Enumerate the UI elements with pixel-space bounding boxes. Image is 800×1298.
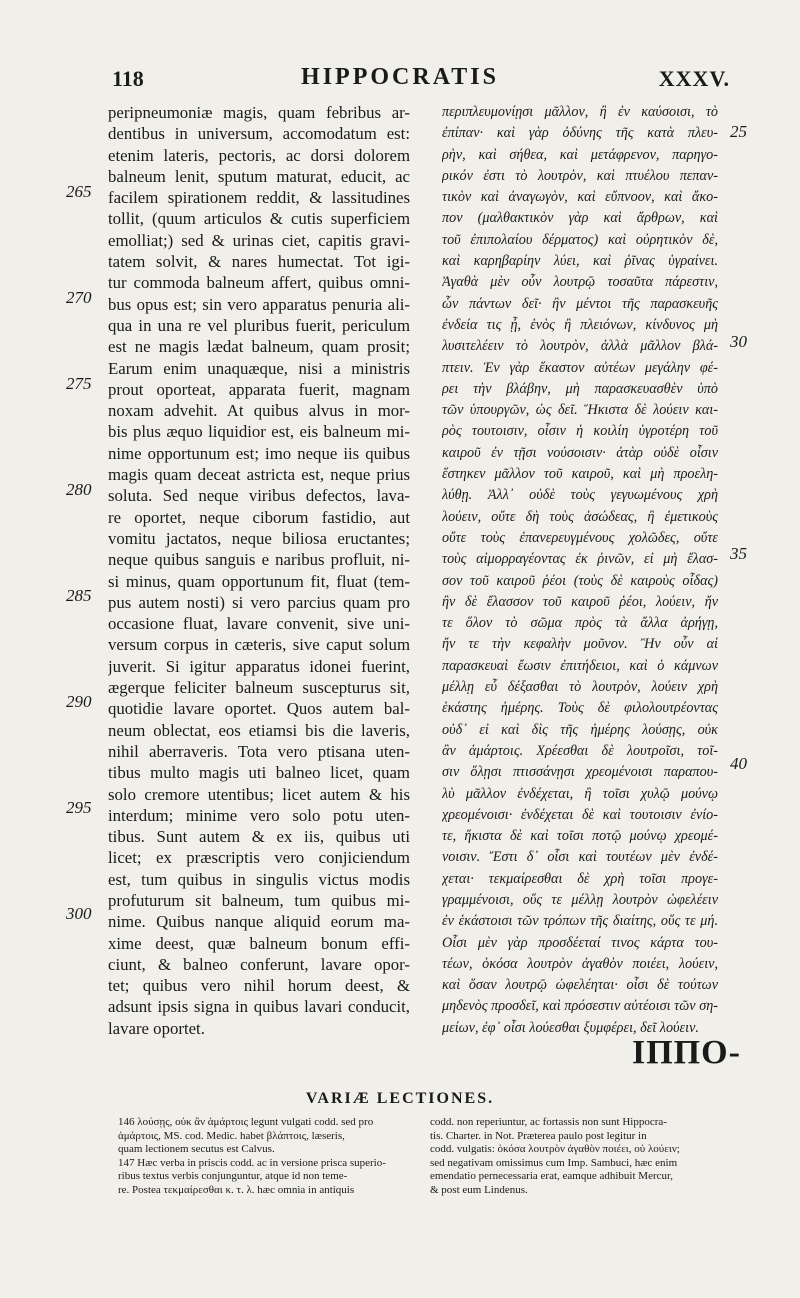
- latin-text-line: tibus. Sunt autem & ex iis, quibus uti: [108, 827, 410, 847]
- line-number: 280: [66, 480, 92, 499]
- line-number: 270: [66, 288, 92, 307]
- page-number: 118: [112, 66, 144, 91]
- greek-text-line: ρὸς τουτοισιν, οἷσιν ἡ κοιλίη ὑγροτέρη τοῦ: [442, 423, 718, 440]
- greek-text-line: ρικόν ἐστι τὸ λουτρὸν, καὶ πτυέλου πεπαν-: [442, 167, 718, 184]
- greek-text-line: μέλλῃ εὖ δέξασθαι τὸ λουτρὸν, λούειν χρὴ: [442, 679, 718, 696]
- greek-text-line: τοὺς αἱμορραγέοντας ἐκ ῥινῶν, εἰ μὴ ἔλασ-: [442, 551, 718, 568]
- greek-text-line: τῶν ὑπουργῶν, ὡς δεῖ. Ἥκιστα δὲ λούειν και-: [442, 402, 718, 419]
- greek-text-line: πτειν. Ἐν γὰρ ἕκαστον αὐτέων μεγάλην φέ-: [442, 359, 718, 376]
- latin-text-line: balneum lenit, sputum maturat, educit, ac: [108, 166, 410, 186]
- greek-text-line: μηδενὸς προσδεῖ, καὶ πρόσεστιν αὐτέοισι τῶν ση-: [442, 998, 718, 1015]
- latin-text-line: neque quibus sanguis e naribus profluit, ni-: [108, 550, 410, 570]
- greek-text-line: πον (μαλθακτικὸν γὰρ καὶ ἄρθρων, καὶ: [442, 210, 718, 227]
- latin-text-line: emolliat;) sed & urinas ciet, capitis gravi-: [108, 230, 410, 250]
- latin-text-line: interdum; minime vero solo potu uten-: [108, 805, 410, 825]
- latin-text-line: lavare oportet.: [108, 1018, 205, 1038]
- latin-text-line: magis quam deceat astricta est, neque prius: [108, 465, 410, 485]
- greek-text-line: ἐν ἑκάστοισι τῶν τρόπων τῆς διαίτης, οὕς τε μή.: [442, 913, 718, 930]
- greek-text-line: περιπλευμονίῃσι μᾶλλον, ἢ ἐν καύσοισι, τὸ: [442, 104, 718, 120]
- greek-text-line: νοισιν. Ἔστι δ᾽ οἷσι καὶ τουτέων μὲν ἐνδέ-: [442, 849, 718, 866]
- variant-note-line: re. Postea τεκμαίρεσθαι κ. τ. λ. hæc omnia in antiquis: [118, 1183, 355, 1196]
- greek-text-line: ρὴν, καὶ σήθεα, καὶ μετάφρενον, παρηγο-: [442, 146, 718, 163]
- latin-text-line: tibus multo magis uti balneo licet, quam: [108, 763, 410, 783]
- latin-text-line: tet; quibus vero nihil horum deest, &: [108, 976, 410, 996]
- variant-note-line: emendatio pernecessaria erat, eamque adhibuit Mercur,: [430, 1170, 673, 1182]
- latin-text-line: tur commoda balneum affert, quibus omni-: [108, 273, 410, 293]
- page-header: [0, 66, 800, 96]
- line-number: 25: [730, 122, 747, 141]
- line-number: 275: [66, 374, 92, 393]
- variant-note-line: 147 Hæc verba in priscis codd. ac in versione prisca superio-: [118, 1156, 386, 1169]
- variant-note-line: quam lectionem secutus est Calvus.: [118, 1143, 275, 1155]
- greek-text-line: ὧν πάντων δεῖ· ἢν μέντοι τῆς παρασκευῆς: [442, 295, 718, 312]
- latin-text-line: peripneumoniæ magis, quam febribus ar-: [108, 103, 410, 122]
- line-number: 265: [66, 182, 92, 201]
- latin-text-line: dentibus in universum, accomodatum est:: [108, 124, 410, 144]
- variant-note-line: codd. non reperiuntur, ac fortassis non sunt Hippocra-: [430, 1116, 667, 1128]
- line-number: 300: [66, 904, 92, 923]
- greek-text-line: Οἷσι μὲν γὰρ προσδέεταί τινος κάρτα του-: [442, 934, 718, 951]
- latin-text-line: noxam advehit. At quibus alvus in mor-: [108, 401, 410, 421]
- greek-text-line: ἢν δὲ ἔλασσον τοῦ καιροῦ ῥέοι, λούειν, ἤν: [442, 593, 718, 610]
- notes-left-column: [118, 1116, 420, 1197]
- greek-text-line: καὶ ὅσαν λουτρῷ ὠφελέηται· οἷσι δὲ τούτων: [442, 977, 718, 994]
- greek-text-line: παρασκευαὶ ἔωσιν ἐπιτήδειοι, καὶ ὁ κάμνων: [442, 657, 718, 674]
- latin-text-line: est ne magis lædat balneum, quam prosit;: [108, 337, 410, 357]
- line-number: 35: [730, 544, 747, 563]
- latin-text-line: licet; ex præscriptis vero conjiciendum: [108, 848, 410, 868]
- latin-text-line: nime. Quibus nanque aliquid eorum ma-: [108, 912, 410, 932]
- latin-text-line: quotidie lavare oportet. Quos autem bal-: [108, 699, 410, 719]
- latin-text-line: vomitu jactatos, neque biliosa eructantes;: [108, 528, 410, 548]
- greek-text-line: λὺ μᾶλλον ἐνδέχεται, ἢ τοῖσι χυλῷ μούνῳ: [442, 785, 718, 802]
- greek-text-line: ἐνδεία τις ᾖ, ἑνὸς ἢ πλειόνων, κίνδυνος μὴ: [442, 316, 718, 333]
- greek-text-line: τε, ἥκιστα δὲ καὶ τοῖσι ποτῷ μούνῳ χρεομέ-: [442, 828, 718, 845]
- line-number: 295: [66, 798, 92, 817]
- latin-text-line: solo cremore utentibus; licet autem & his: [108, 784, 410, 804]
- latin-text-line: ægerque feliciter balneum suscepturus sit,: [108, 678, 410, 698]
- greek-text-line: λούειν, οὔτε δὴ τοὺς ἀσώδεας, ἢ ἐμετικοὺς: [442, 508, 718, 525]
- greek-text-line: ἤν τε τὴν κεφαλὴν μοῦνον. Ἢν οὖν αἱ: [442, 636, 718, 653]
- latin-text-line: soluta. Sed neque viribus defectos, lava-: [108, 486, 410, 506]
- greek-text-line: ἐπίπαν· καὶ γὰρ ὀδύνης τῆς κατὰ πλευ-: [442, 125, 718, 142]
- latin-text-line: tollit, (quum articulos & cutis superficiem: [108, 209, 410, 229]
- variant-note-line: tis. Charter. in Not. Præterea paulo post legitur in: [430, 1129, 647, 1142]
- latin-text-line: ciunt, & balneo conferunt, lavare opor-: [108, 954, 410, 974]
- greek-text-column: [442, 102, 718, 1039]
- latin-text-line: pus autem nosti) si vero parcius quam pro: [108, 592, 410, 612]
- variant-note-line: 146 λούσῃς, οὐκ ἂν ἁμάρτοις legunt vulgati codd. sed pro: [118, 1116, 374, 1128]
- greek-text-line: ἂν ἁμάρτοις. Χρέεσθαι δὲ λουτροῖσι, τοῖ-: [442, 742, 718, 759]
- latin-text-line: tatem solvit, & nares humectat. Tot igi-: [108, 252, 410, 272]
- latin-text-line: juverit. Si igitur apparatus idonei fuerint,: [108, 656, 410, 676]
- variant-note-line: ribus textus verbis conjunguntur, atque id non teme-: [118, 1170, 348, 1182]
- latin-text-line: bis plus æquo liquidior est, eis balneum mi-: [108, 422, 410, 442]
- line-number: 285: [66, 586, 92, 605]
- greek-text-line: σιν ὅλῃσι πτισσάνῃσι χρεομένοισι παραπου-: [442, 764, 718, 781]
- greek-text-line: λύθῃ. Ἀλλ᾽ οὐδὲ τοὺς γεγυωμένους χρὴ: [442, 487, 718, 504]
- greek-text-line: σον τοῦ καιροῦ ῥέοι (τοὺς δὲ καιροὺς οἶδας): [442, 572, 718, 589]
- latin-text-line: re oportet, neque ciborum fastidio, aut: [108, 507, 410, 527]
- line-number: 290: [66, 692, 92, 711]
- running-title: HIPPOCRATIS: [301, 64, 499, 90]
- greek-text-line: οὔτε τοὺς ἐπανερευγμένους χολῶδες, οὔτε: [442, 529, 718, 546]
- variant-note-line: codd. vulgatis: ὁκόσα λουτρὸν ἀγαθὸν ποιέει, οὐ λούειν;: [430, 1143, 680, 1155]
- catchword: ΙΠΠΟ-: [632, 1034, 741, 1071]
- latin-text-line: prout oporteat, apparata fuerit, magnam: [108, 379, 410, 399]
- latin-text-line: occasione fluat, lavare convenit, sive uni-: [108, 614, 410, 634]
- latin-text-line: xime deest, quæ balneum bonum effi-: [108, 933, 410, 953]
- section-number: XXXV.: [658, 66, 730, 91]
- latin-text-line: adsunt ipsis signa in quibus lavari conducit,: [108, 997, 410, 1017]
- latin-text-line: si minus, quam opportunum fit, fluat (tem-: [108, 571, 410, 591]
- latin-text-line: est, tum quibus in singulis victus modis: [108, 869, 410, 889]
- greek-text-line: τέων, ὁκόσα λουτρὸν ἀγαθὸν ποιέει, λούειν,: [442, 955, 718, 972]
- greek-text-line: γραμμένοισι, οὕς τε μέλλῃ λουτρὸν ὠφελέειν: [442, 891, 718, 908]
- latin-text-column: [108, 102, 410, 1039]
- greek-text-line: χεται· τεκμαίρεσθαι δὲ χρὴ τοῖσι προγε-: [442, 870, 718, 887]
- greek-text-line: καιροῦ ἐν τῇσι νούσοισιν· ἀτὰρ οὐδὲ οἷσιν: [442, 444, 718, 461]
- variant-note-line: ἁμάρτοις, MS. cod. Medic. habet βλάπτοις, læseris,: [118, 1129, 345, 1142]
- greek-text-line: ἑκάστης ἡμέρης. Τοὺς δὲ φιλολουτρέοντας: [442, 700, 718, 717]
- greek-text-line: τικὸν καὶ ἀναγωγὸν, καὶ εὔπνοον, καὶ ἄκο-: [442, 189, 718, 206]
- variant-note-line: sed negativam omissimus cum Imp. Sambuci, hæc enim: [430, 1156, 678, 1169]
- greek-text-line: οὐδ᾽ εἰ καὶ δὶς τῆς ἡμέρης λούσῃς, οὐκ: [442, 721, 718, 738]
- latin-text-line: facilem spirationem reddit, & lassitudines: [108, 188, 410, 208]
- latin-text-line: Earum enim unaquæque, nisi a ministris: [108, 358, 410, 378]
- latin-text-line: nime opportunum est; imo neque iis quibus: [108, 443, 410, 463]
- variant-note-line: & post eum Lindenus.: [430, 1183, 528, 1196]
- latin-text-line: nihil aberraveris. Tota vero ptisana uten-: [108, 741, 410, 761]
- line-number: 30: [730, 332, 747, 351]
- latin-text-line: bus opus est; sin vero apparatus penuria ali-: [108, 294, 410, 314]
- greek-text-line: ἕστηκεν μᾶλλον τοῦ καιροῦ, καὶ μὴ προελη-: [442, 466, 718, 483]
- notes-title: VARIÆ LECTIONES.: [305, 1090, 495, 1107]
- greek-text-line: λυσιτελέειν τὸ λουτρὸν, ἀλλὰ μᾶλλον βλά-: [442, 338, 718, 355]
- line-number: 40: [730, 754, 747, 773]
- greek-text-line: τοῦ ἐπιπολαίου δέρματος) καὶ οὐρητικὸν δὲ,: [442, 231, 718, 248]
- latin-text-line: etenim lateris, pectoris, ac dorsi dolorem: [108, 145, 410, 165]
- greek-text-line: χρεομένοισι· ἐνδέχεται δὲ καὶ τουτοισιν ἐνίο-: [442, 806, 718, 823]
- notes-right-column: [430, 1116, 720, 1197]
- greek-text-line: τε ὅλον τὸ σῶμα πρὸς τὰ ἄλλα ἀρήγῃ,: [442, 615, 718, 632]
- latin-text-line: profuturum sit balneum, tum quibus mi-: [108, 890, 410, 910]
- greek-text-line: μείων, ἐφ᾽ οἷσι λούεσθαι ξυμφέρει, δεῖ λούειν.: [442, 1019, 699, 1036]
- latin-text-line: versum corpus in cæteris, sive caput solum: [108, 635, 410, 655]
- latin-text-line: qua in una re vel pluribus fuerit, periculum: [108, 315, 410, 335]
- greek-text-line: ρει τὴν βλάβην, μὴ παρασκευασθὲν ὑπὸ: [442, 380, 718, 397]
- greek-text-line: Ἀγαθὰ μὲν οὖν λουτρῷ τοσαῦτα πάρεστιν,: [442, 274, 718, 291]
- latin-text-line: neum oblectat, eos etiamsi bis die laveris,: [108, 720, 410, 740]
- greek-text-line: καὶ καρηβαρίην λύει, καὶ ῥῖνας ὑγραίνει.: [442, 253, 718, 270]
